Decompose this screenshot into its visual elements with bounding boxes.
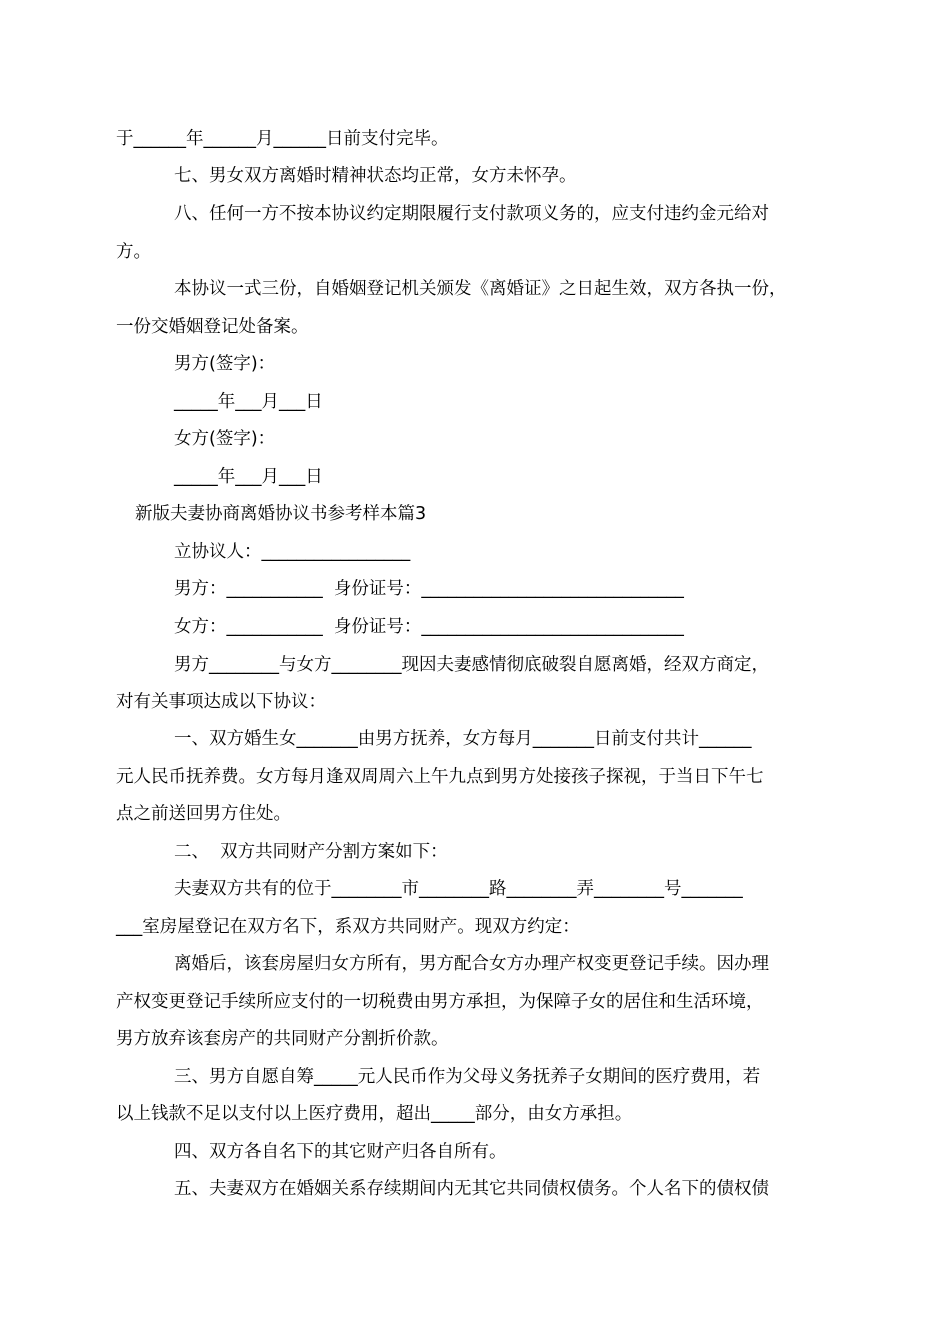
party-line: 立协议人：_________________ — [174, 542, 411, 562]
section-title: 新版夫妻协商离婚协议书参考样本篇3 — [135, 504, 427, 524]
clause-1-end: 点之前送回男方住处。 — [116, 804, 291, 824]
clause-2: 二、 双方共同财产分割方案如下： — [174, 842, 448, 862]
husband-signature-date: _____年___月___日 — [174, 392, 323, 412]
husband-id-line: 男方：___________ 身份证号：______________________________ — [174, 579, 684, 599]
wife-signature-label: 女方(签字)： — [174, 429, 276, 449]
property-address-cont: ___室房屋登记在双方名下，系双方共同财产。现双方约定： — [116, 917, 580, 937]
clause-1: 一、双方婚生女_______由男方抚养，女方每月_______日前支付共计______ — [174, 729, 752, 749]
clause-8-cont: 方。 — [116, 242, 151, 262]
clause-4: 四、双方各自名下的其它财产归各自所有。 — [174, 1142, 507, 1162]
preamble: 男方________与女方________现因夫妻感情彻底破裂自愿离婚，经双方商定， — [174, 655, 769, 675]
effectiveness-clause: 本协议一式三份，自婚姻登记机关颁发《离婚证》之日起生效，双方各执一份， — [174, 279, 787, 299]
property-address: 夫妻双方共有的位于________市________路________弄________号_______ — [174, 879, 743, 899]
property-arrangement-cont: 产权变更登记手续所应支付的一切税费由男方承担，为保障子女的居住和生活环境， — [116, 992, 764, 1012]
husband-signature-label: 男方(签字)： — [174, 354, 276, 374]
wife-id-line: 女方：___________ 身份证号：______________________________ — [174, 617, 684, 637]
clause-3-cont: 以上钱款不足以支付以上医疗费用，超出_____部分，由女方承担。 — [116, 1104, 633, 1124]
clause-7: 七、男女双方离婚时精神状态均正常，女方未怀孕。 — [174, 166, 577, 186]
preamble-cont: 对有关事项达成以下协议： — [116, 692, 326, 712]
payment-deadline-line: 于______年______月______日前支付完毕。 — [116, 129, 449, 149]
clause-3: 三、男方自愿自筹_____元人民币作为父母义务抚养子女期间的医疗费用，若 — [174, 1067, 761, 1087]
property-arrangement-end: 男方放弃该套房产的共同财产分割折价款。 — [116, 1029, 449, 1049]
wife-signature-date: _____年___月___日 — [174, 467, 323, 487]
clause-5: 五、夫妻双方在婚姻关系存续期间内无其它共同债权债务。个人名下的债权债 — [174, 1179, 769, 1199]
effectiveness-clause-cont: 一份交婚姻登记处备案。 — [116, 317, 309, 337]
property-arrangement: 离婚后，该套房屋归女方所有，男方配合女方办理产权变更登记手续。因办理 — [174, 954, 769, 974]
clause-8: 八、任何一方不按本协议约定期限履行支付款项义务的，应支付违约金元给对 — [174, 204, 769, 224]
clause-1-cont: 元人民币抚养费。女方每月逢双周周六上午九点到男方处接孩子探视，于当日下午七 — [116, 767, 764, 787]
